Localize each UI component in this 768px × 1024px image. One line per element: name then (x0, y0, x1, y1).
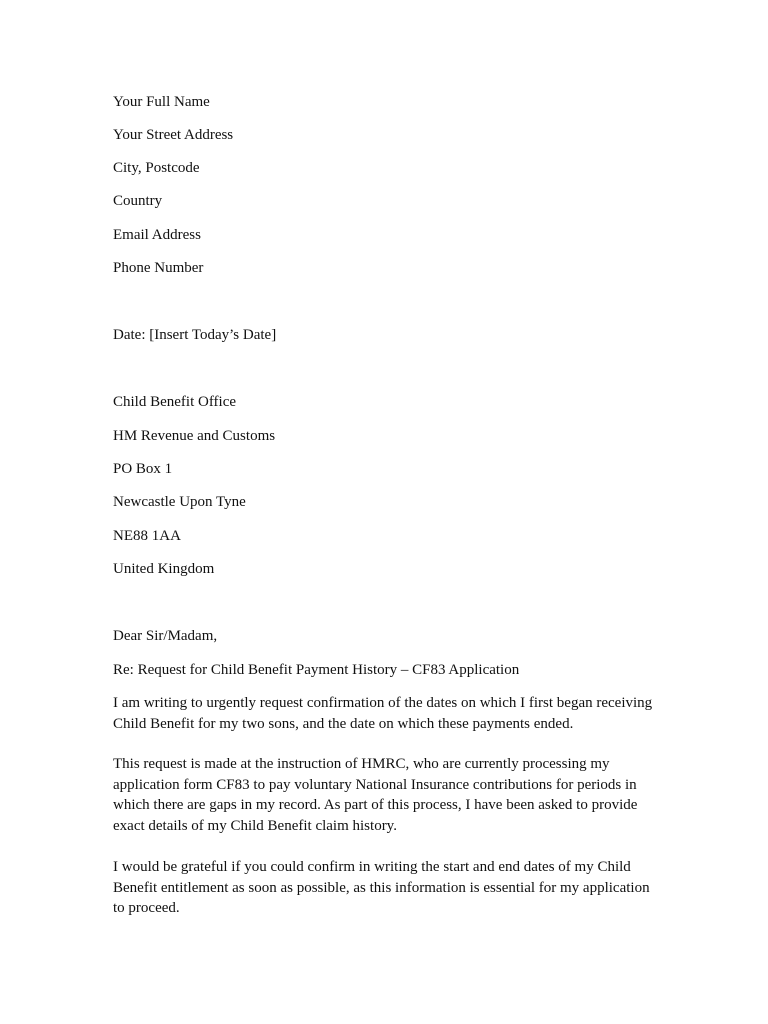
subject-line: Re: Request for Child Benefit Payment History – CF83 Application (113, 662, 520, 678)
body-paragraph-3: I would be grateful if you could confirm in writing the start and end dates of my Child Benefit entitlement as soon as possible, as this information is essential for my application to proceed. (113, 859, 650, 916)
recipient-po-box: PO Box 1 (113, 461, 173, 477)
recipient-organisation: HM Revenue and Customs (113, 428, 276, 444)
sender-country: Country (113, 193, 163, 209)
body-paragraph-2: This request is made at the instruction of HMRC, who are currently processing my application form CF83 to pay voluntary National Insurance contributions for periods in which there are gaps in my record. As part of this process, I have been asked to provide exact details of my Child Benefit claim history. (113, 756, 638, 834)
recipient-postcode: NE88 1AA (113, 528, 181, 544)
sender-name: Your Full Name (113, 94, 210, 110)
date-line: Date: [Insert Today’s Date] (113, 327, 277, 343)
sender-email: Email Address (113, 227, 201, 243)
salutation: Dear Sir/Madam, (113, 628, 218, 644)
recipient-office: Child Benefit Office (113, 394, 237, 410)
sender-street: Your Street Address (113, 127, 234, 143)
body-paragraph-1: I am writing to urgently request confirmation of the dates on which I first began receiving Child Benefit for my two sons, and the date on which these payments ended. (113, 695, 653, 732)
recipient-city: Newcastle Upon Tyne (113, 494, 246, 510)
recipient-country: United Kingdom (113, 561, 215, 577)
sender-city-postcode: City, Postcode (113, 160, 200, 176)
sender-phone: Phone Number (113, 260, 204, 276)
